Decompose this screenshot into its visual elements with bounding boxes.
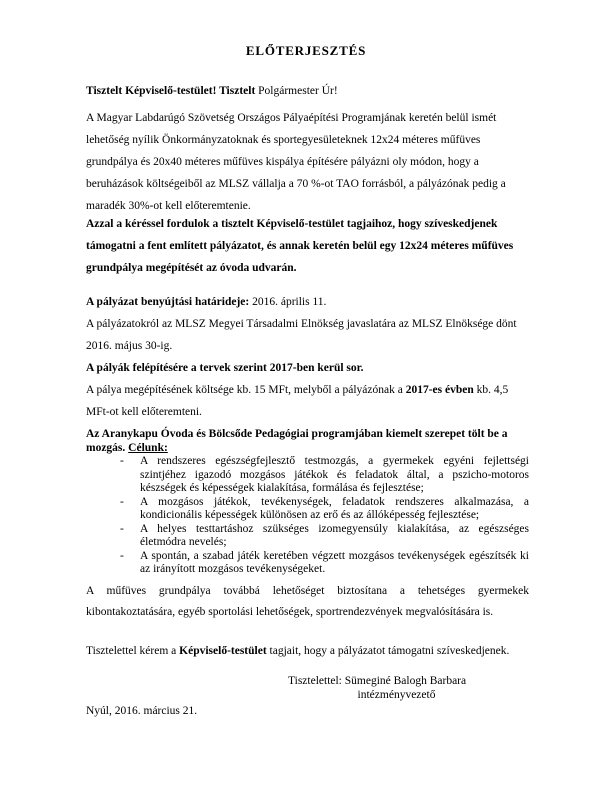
request-paragraph: Azzal a kéréssel fordulok a tisztelt Képviselő-testület tagjaihoz, hogy szíveskedjenek támogatni a fent említett pályázatot, és annak keretén belül egy 12x24 méteres műfüves grundpálya megépítését az óvoda udvarán.: [86, 218, 514, 274]
cost-bold-part: 2017-es évben: [405, 384, 474, 396]
bullet-dash: -: [120, 522, 124, 535]
deadline-label: A pályázat benyújtási határideje:: [86, 296, 253, 308]
signature-name-line: Tisztelettel: Sümeginé Balogh Barbara: [288, 675, 467, 687]
list-item: [86, 455, 529, 496]
program-heading-main: Az Aranykapu Óvoda és Bölcsőde Pedagógiai programjában kiemelt szerepet tölt be a mozgás.: [86, 428, 508, 454]
bullet-dash: -: [120, 495, 124, 508]
cost-post: kb. 4,5 MFt-ot kell előteremteni.: [86, 384, 509, 418]
closing-bold-part: Képviselő-testület: [179, 645, 267, 657]
signature-role-line: intézményvezető: [357, 689, 436, 701]
benefits-paragraph: A műfüves grundpálya továbbá lehetőséget biztosítana a tehetséges gyermekek kibontakoztatására, egyéb sportolási lehetőségek, sportrendezvények megvalósítására is.: [86, 585, 529, 618]
program-heading-goal-label: Célunk:: [128, 442, 168, 454]
document-title: ELŐTERJESZTÉS: [245, 43, 367, 58]
program-heading: [86, 427, 529, 455]
closing-pre: Tisztelettel kérem a: [86, 645, 180, 657]
list-item: [86, 523, 529, 550]
construction-line: A pályák felépítésére a tervek szerint 2017-ben kerül sor.: [86, 362, 364, 374]
deadline-line: [86, 291, 529, 313]
bullet-text: A rendszeres egészségfejlesztő testmozgás, a gyermekek egyéni fejlettségi szintjéhez igazodó mozgásos játékok és feladatok által, a pszicho-motoros készségek és képességek kialakítása, formálása és fejlesztése;: [140, 455, 529, 494]
goal-bullet-list: [86, 455, 529, 577]
schedule-block: [86, 291, 529, 423]
list-item: [86, 496, 529, 523]
list-item: [86, 550, 529, 577]
signature-block: [288, 674, 483, 702]
closing-post: tagjait, hogy a pályázatot támogatni szíveskedjenek.: [266, 645, 510, 657]
cost-line: [86, 379, 529, 423]
greeting-line: [86, 84, 529, 98]
greeting-regular-part: Polgármester Úr!: [258, 85, 338, 97]
bullet-dash: -: [120, 549, 124, 562]
decision-line: A pályázatokról az MLSZ Megyei Társadalmi Elnökség javaslatára az MLSZ Elnöksége dönt 2016. május 30-ig.: [86, 318, 517, 352]
greeting-bold-part: Tisztelt Képviselő-testület! Tisztelt: [86, 85, 259, 97]
bullet-text: A spontán, a szabad játék keretében végzett mozgásos tevékenységek egészítsék ki az irányított mozgásos tevékenységeket.: [140, 549, 529, 575]
bullet-dash: -: [120, 455, 124, 467]
closing-line: [86, 644, 529, 658]
bullet-text: A helyes testtartáshoz szükséges izomegyensúly kialakítása, az egészséges életmódra nevelés;: [140, 522, 529, 548]
deadline-value: 2016. április 11.: [252, 296, 327, 308]
cost-pre: A pálya megépítésének költsége kb. 15 MFt, melyből a pályázónak a: [86, 384, 406, 396]
bullet-text: A mozgásos játékok, tevékenységek, feladatok rendszeres alkalmazása, a kondicionális képességek különösen az erő és az állóképesség fejlesztése;: [140, 495, 529, 521]
intro-paragraph: A Magyar Labdarúgó Szövetség Országos Pályaépítési Programjának keretén belül ismét lehetőség nyílik Önkormányzatoknak és sportegyesületeknek 12x24 méteres műfüves grundpálya és 20x40 méteres műfüves kispálya építésére pályázni oly módon, hogy a beruházások költségeiből az MLSZ vállalja a 70 %-ot TAO forrásból, a pályázónak pedig a maradék 30%-ot kell előteremtenie.: [86, 112, 506, 212]
place-date-line: Nyúl, 2016. március 21.: [86, 705, 198, 717]
